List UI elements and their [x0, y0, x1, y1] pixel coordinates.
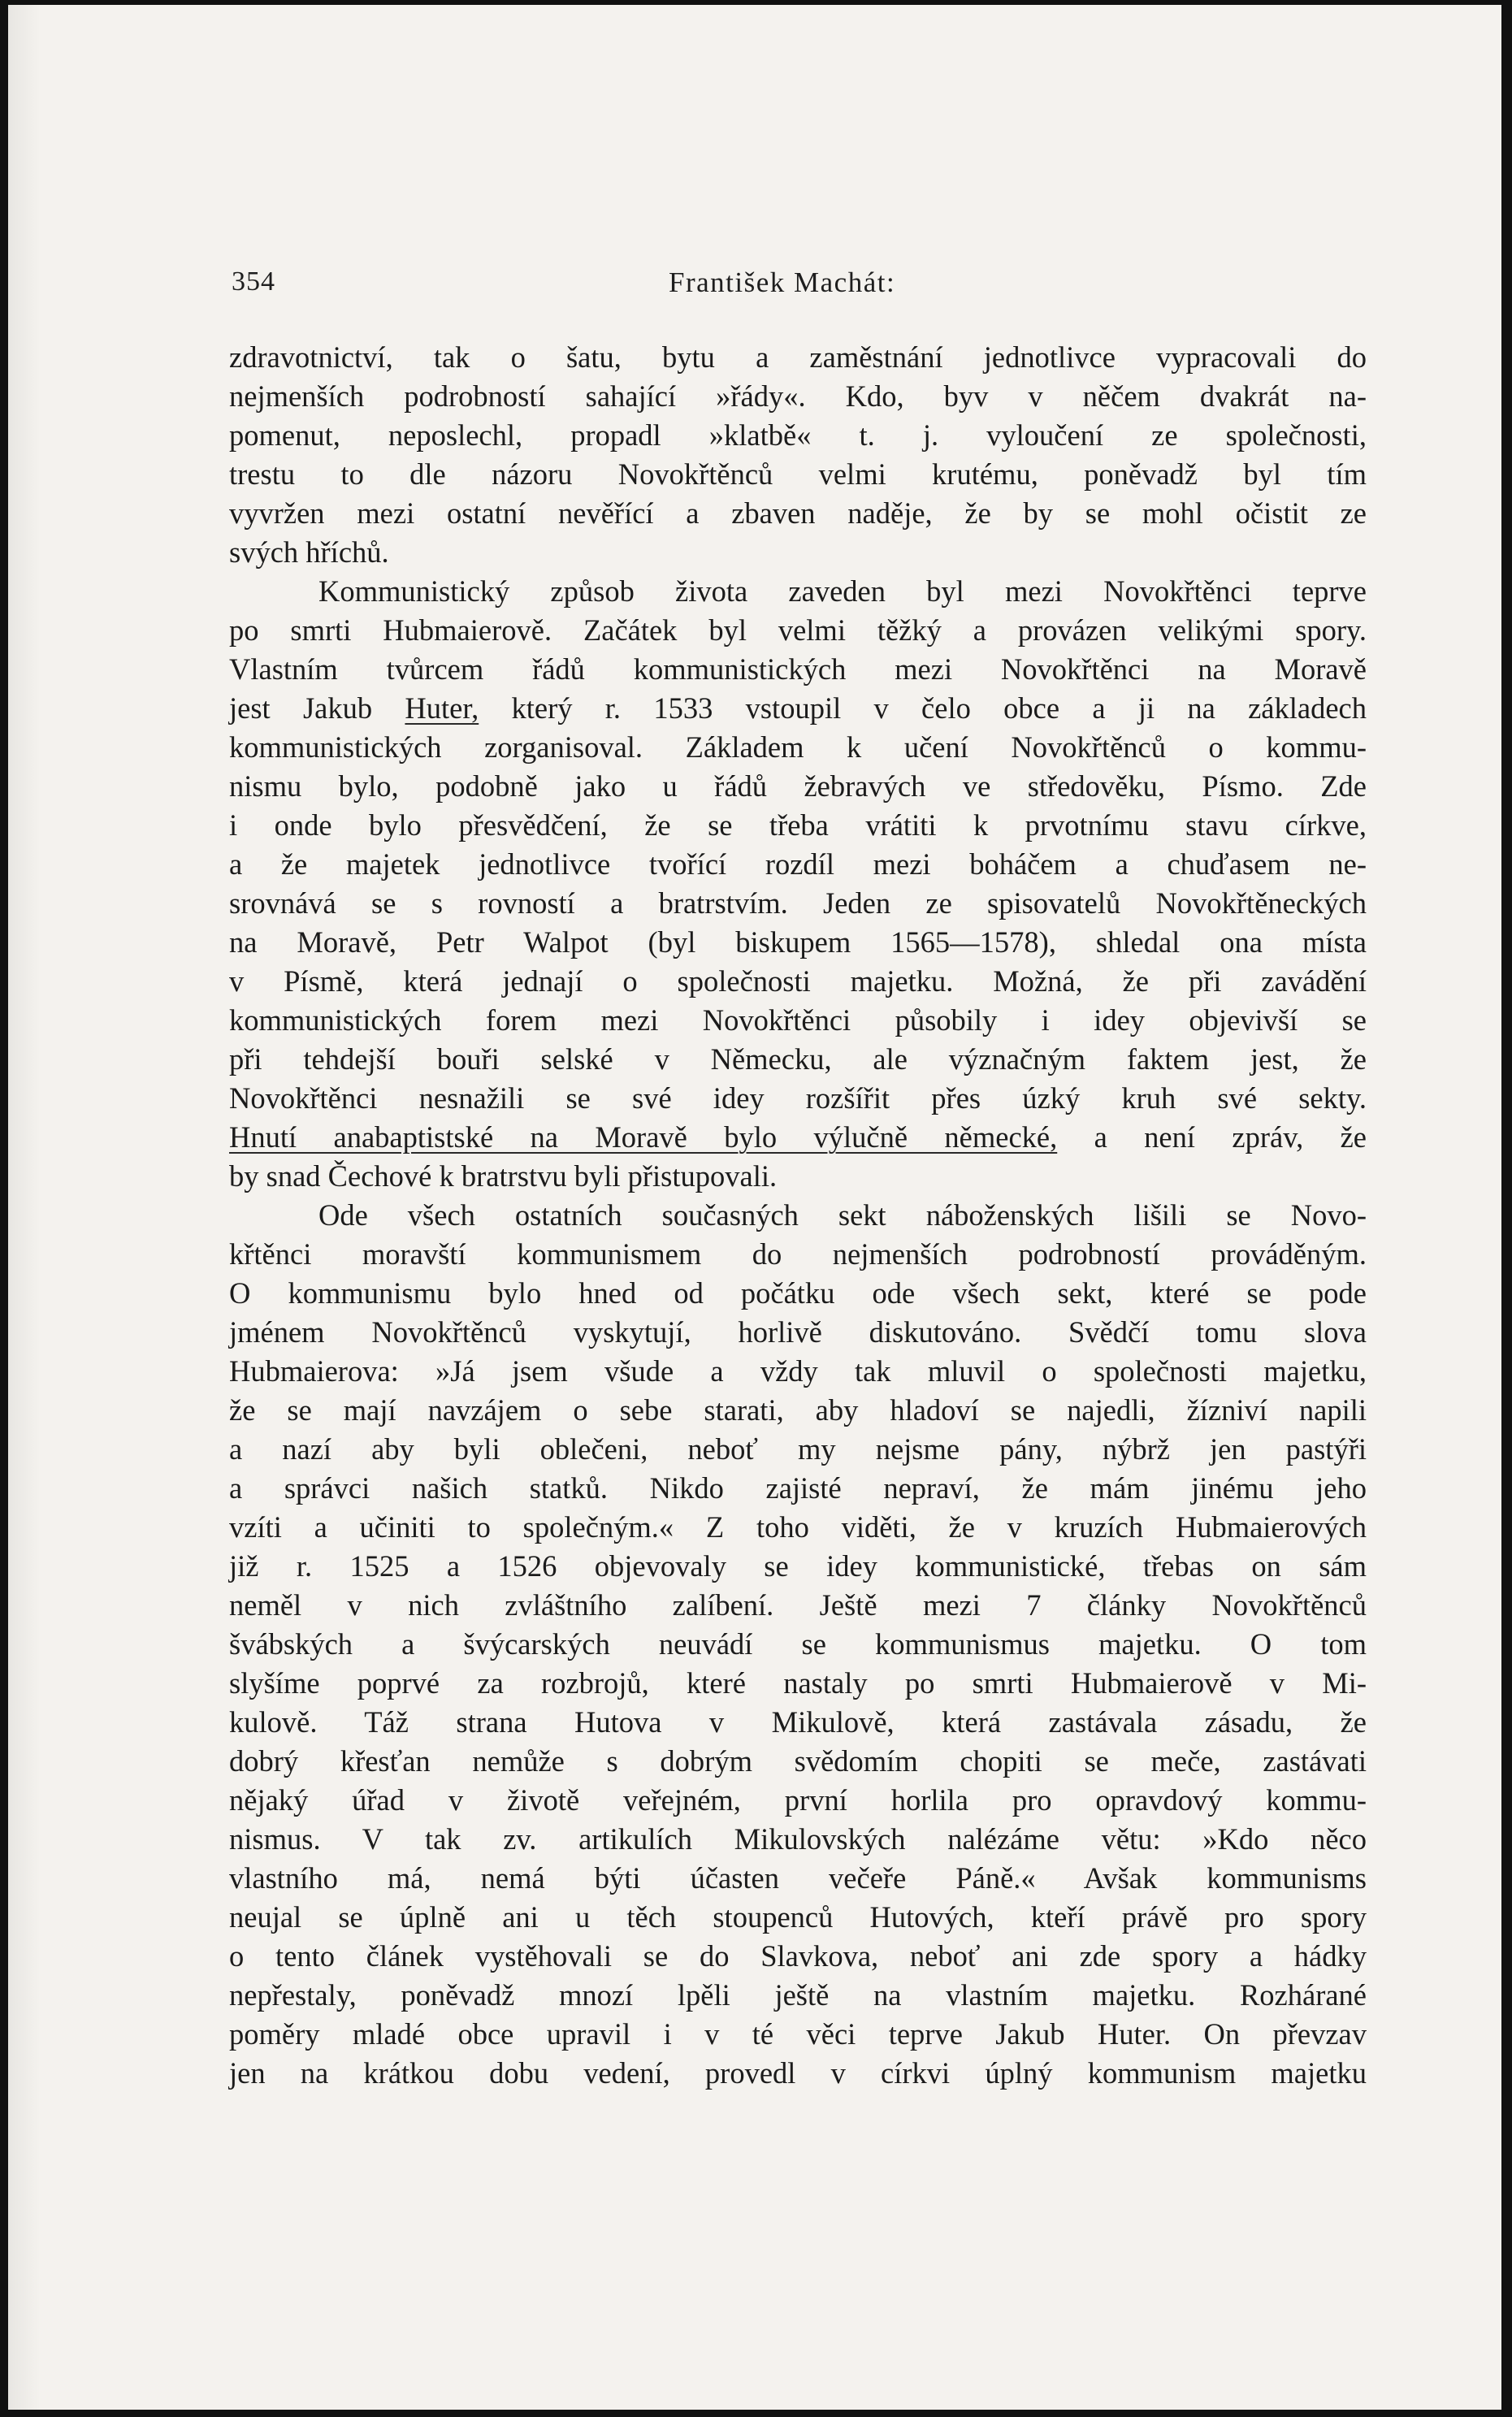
text-line: křtěnci moravští kommunismem do nejmenších podrobností prováděným. [229, 1237, 1367, 1271]
text-line: nejmenších podrobností sahající »řády«. Kdo, byv v něčem dvakrát na- [229, 379, 1367, 413]
text-line: a nazí aby byli oblečeni, neboť my nejsme pány, nýbrž jen pastýři [229, 1432, 1367, 1466]
text-line: a správci našich statků. Nikdo zajisté nepraví, že mám jinému jeho [229, 1471, 1367, 1505]
text-line: jménem Novokřtěnců vyskytují, horlivě diskutováno. Svědčí tomu slova [229, 1315, 1367, 1349]
text-line: a že majetek jednotlivce tvořící rozdíl mezi boháčem a chuďasem ne- [229, 847, 1367, 881]
text-line-with-underline [229, 689, 1367, 728]
text-line: trestu to dle názoru Novokřtěnců velmi krutému, poněvadž byl tím [229, 457, 1367, 491]
text-line: již r. 1525 a 1526 objevovaly se idey kommunistické, třebas on sám [229, 1549, 1367, 1583]
text-line: vyvržen mezi ostatní nevěřící a zbaven naděje, že by se mohl očistit ze [229, 496, 1367, 530]
text-line: o tento článek vystěhovali se do Slavkova, neboť ani zde spory a hádky [229, 1939, 1367, 1973]
paragraph-3 [229, 1196, 1367, 2093]
text-line: Vlastním tvůrcem řádů kommunistických mezi Novokřtěnci na Moravě [229, 652, 1367, 686]
text-line: neměl v nich zvláštního zalíbení. Ještě mezi 7 články Novokřtěnců [229, 1588, 1367, 1622]
paragraph-1 [229, 338, 1367, 572]
text-line: kommunistických forem mezi Novokřtěnci působily i idey objevivší se [229, 1003, 1367, 1037]
paragraph-2 [229, 572, 1367, 1196]
underlined-name-huter: Huter, [405, 691, 479, 725]
text-line: dobrý křesťan nemůže s dobrým svědomím chopiti se meče, zastávati [229, 1744, 1367, 1778]
text-line: nismus. V tak zv. artikulích Mikulovských nalézáme větu: »Kdo něco [229, 1822, 1367, 1856]
text-line: pomenut, neposlechl, propadl »klatbě« t. j. vyloučení ze společnosti, [229, 418, 1367, 452]
text-line: O kommunismu bylo hned od počátku ode všech sekt, které se pode [229, 1276, 1367, 1310]
text-line: po smrti Hubmaierově. Začátek byl velmi těžký a provázen velikými spory. [229, 613, 1367, 647]
text-segment: jest Jakub [229, 691, 405, 725]
page-number: 354 [232, 266, 275, 297]
text-line: při tehdejší bouři selské v Německu, ale význačným faktem jest, že [229, 1042, 1367, 1076]
running-title: František Machát: [669, 266, 896, 298]
text-line: zdravotnictví, tak o šatu, bytu a zaměstnání jednotlivce vypracovali do [229, 340, 1367, 374]
text-line: v Písmě, která jednají o společnosti majetku. Možná, že při zavádění [229, 964, 1367, 998]
page-edge-shadow [8, 5, 41, 2410]
text-line: svých hříchů. [229, 535, 389, 569]
text-line: kommunistických zorganisoval. Základem k učení Novokřtěnců o kommu- [229, 730, 1367, 764]
text-segment: který r. 1533 vstoupil v čelo obce a ji na základech [479, 691, 1367, 725]
text-line: Hubmaierova: »Já jsem všude a vždy tak mluvil o společnosti majetku, [229, 1354, 1367, 1388]
text-line: nismu bylo, podobně jako u řádů žebravých ve středověku, Písmo. Zde [229, 769, 1367, 803]
text-line: Ode všech ostatních současných sekt náboženských lišili se Novo- [318, 1198, 1367, 1232]
body-text [229, 338, 1367, 2093]
text-line: švábských a švýcarských neuvádí se kommunismus majetku. O tom [229, 1627, 1367, 1661]
page-header [232, 266, 1369, 307]
text-line: že se mají navzájem o sebe starati, aby hladoví se najedli, žízniví napili [229, 1393, 1367, 1427]
text-line: Novokřtěnci nesnažili se své idey rozšířit přes úzký kruh své sekty. [229, 1081, 1367, 1115]
text-line: by snad Čechové k bratrstvu byli přistupovali. [229, 1159, 778, 1193]
text-line: kulově. Táž strana Hutova v Mikulově, která zastávala zásadu, že [229, 1705, 1367, 1739]
text-line: nepřestaly, poněvadž mnozí lpěli ještě na vlastním majetku. Rozhárané [229, 1978, 1367, 2012]
text-line: na Moravě, Petr Walpot (byl biskupem 1565—1578), shledal ona místa [229, 925, 1367, 959]
text-line: neujal se úplně ani u těch stoupenců Hutových, kteří právě pro spory [229, 1900, 1367, 1934]
text-line: poměry mladé obce upravil i v té věci teprve Jakub Huter. On převzav [229, 2017, 1367, 2051]
text-line: jen na krátkou dobu vedení, provedl v církvi úplný kommunism majetku [229, 2056, 1367, 2090]
text-line: srovnává se s rovností a bratrstvím. Jeden ze spisovatelů Novokřtěneckých [229, 886, 1367, 920]
text-line: nějaký úřad v životě veřejném, první horlila pro opravdový kommu- [229, 1783, 1367, 1817]
text-line-with-underline [229, 1118, 1367, 1157]
text-line: Kommunistický způsob života zaveden byl mezi Novokřtěnci teprve [318, 574, 1367, 608]
text-line: vlastního má, nemá býti účasten večeře Páně.« Avšak kommunisms [229, 1861, 1367, 1895]
text-segment: a není zpráv, že [1057, 1120, 1367, 1154]
document-page [8, 5, 1501, 2410]
text-line: vzíti a učiniti to společným.« Z toho viděti, že v kruzích Hubmaierových [229, 1510, 1367, 1544]
text-line: slyšíme poprvé za rozbrojů, které nastaly po smrti Hubmaierově v Mi- [229, 1666, 1367, 1700]
text-line: i onde bylo přesvědčení, že se třeba vrátiti k prvotnímu stavu církve, [229, 808, 1367, 842]
underlined-sentence: Hnutí anabaptistské na Moravě bylo výlučně německé, [229, 1120, 1058, 1154]
